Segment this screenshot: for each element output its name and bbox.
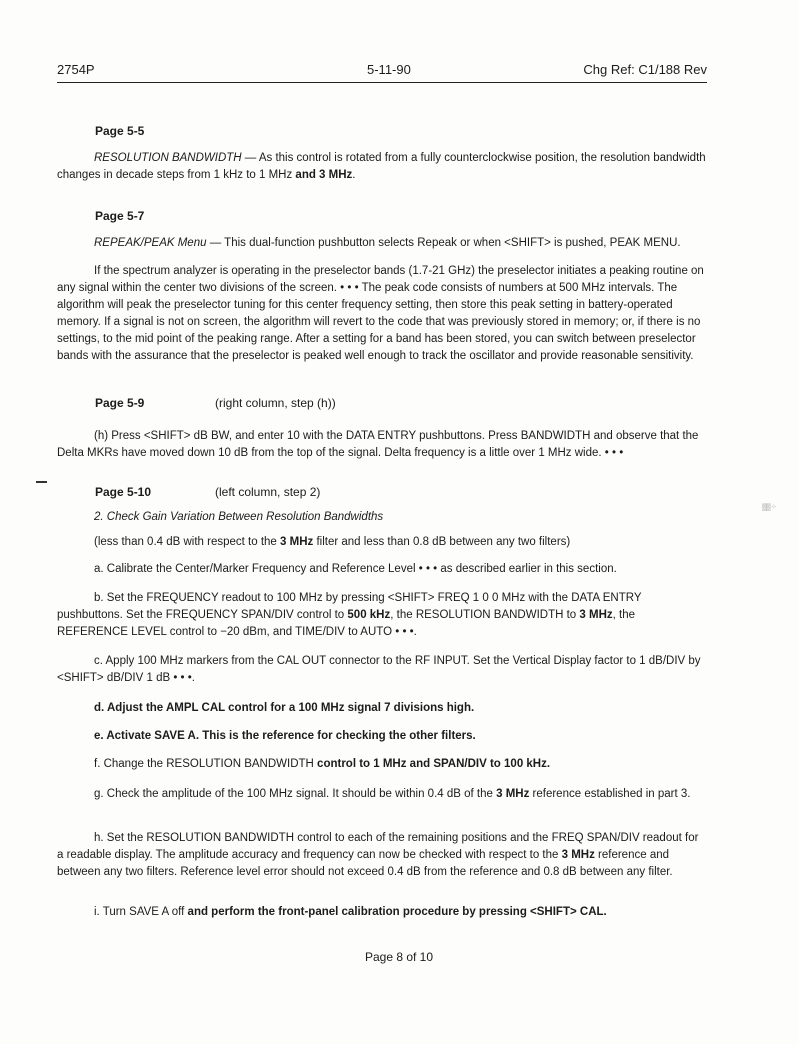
resolution-bandwidth-paragraph [57,150,707,184]
step-i [57,904,707,921]
sub-text: filter and less than 0.8 dB between any two filters) [313,536,571,548]
step-text: b. Set the FREQUENCY readout to 100 MHz by pressing <SHIFT> FREQ 1 0 0 MHz with the DATA ENTRY pushbuttons. Set the FREQUENCY SPAN/DIV control to [57,592,642,621]
step-d: d. Adjust the AMPL CAL control for a 100 MHz signal 7 divisions high. [94,702,475,714]
step-f [57,756,707,773]
bold-text: 3 MHz [496,788,530,800]
page-footer: Page 8 of 10 [364,950,434,964]
step-text: reference established in part 3. [529,788,691,800]
step-a: a. Calibrate the Center/Marker Frequency and Reference Level • • • as described earlier in this section. [94,563,617,575]
term-title: REPEAK/PEAK Menu [94,237,207,249]
bold-text: 3 MHz [579,609,613,621]
margin-mark [36,481,47,483]
paragraph-text: — As this control is rotated from a fully counterclockwise position, the resolution bandwidth changes in decade steps from 1 kHz to 1 MHz [57,152,706,181]
page-ref-5-5: Page 5-5 [95,124,145,138]
step-text: f. Change the RESOLUTION BANDWIDTH [94,758,318,770]
step-text: g. Check the amplitude of the 100 MHz signal. It should be within 0.4 dB of the [94,788,497,800]
step-h [57,830,707,881]
bold-text: 500 kHz [347,609,391,621]
bold-text: and perform the front-panel calibration procedure by pressing <SHIFT> CAL. [187,906,607,918]
document-number: 2754P [57,62,95,77]
repeak-paragraph [57,235,707,252]
page-5-10-note: (left column, step 2) [215,485,321,499]
bold-text: control to 1 MHz and SPAN/DIV to 100 kHz. [317,758,551,770]
step-b [57,590,707,641]
step-2-heading: 2. Check Gain Variation Between Resolution Bandwidths [94,511,384,523]
scan-speck: ▒▒ ⁘ [762,504,776,511]
bold-text: 3 MHz [280,536,314,548]
preselector-paragraph: If the spectrum analyzer is operating in the preselector bands (1.7-21 GHz) the preselector initiates a peaking routine on any signal within the center two divisions of the screen. • • • The peak code consists of numbers at 500 MHz intervals. The algorithm will peak the preselector tuning for this center frequency setting, then store this peak setting in battery-operated memory. If a signal is not on screen, the algorithm will revert to the code that was previously stored in memory; or, if there is no settings, to the mid point of the peaking range. After a setting for a band has been stored, you can switch between preselector bands with the assurance that the preselector is peaked well enough to track the oscillator and provide reasonable sensitivity. [57,265,704,362]
bold-text: 3 MHz [561,849,595,861]
page-5-9-note: (right column, step (h)) [215,396,336,410]
step-text: , the REFERENCE LEVEL control to −20 dBm, and TIME/DIV to AUTO • • •. [57,609,636,638]
paragraph-end: . [352,169,356,181]
page-ref-5-10: Page 5-10 [95,485,152,499]
step-text: reference and between any two filters. Reference level error should not exceed 0.4 dB from the reference and 0.8 dB between any filter. [57,849,673,878]
step-text: h. Set the RESOLUTION BANDWIDTH control to each of the remaining positions and the FREQ SPAN/DIV readout for a readable display. The amplitude accuracy and frequency can now be checked with respect to the [57,832,699,861]
sub-text: (less than 0.4 dB with respect to the [94,536,281,548]
page-ref-5-7: Page 5-7 [95,209,145,223]
term-title: RESOLUTION BANDWIDTH [94,152,242,164]
change-reference: Chg Ref: C1/188 Rev [583,62,707,77]
step-text: i. Turn SAVE A off [94,906,188,918]
step-2-subheading [57,534,707,551]
step-g [57,786,707,803]
page-ref-5-9: Page 5-9 [95,396,145,410]
step-text: , the RESOLUTION BANDWIDTH to [390,609,580,621]
step-e: e. Activate SAVE A. This is the reference for checking the other filters. [94,730,476,742]
step-h-paragraph: (h) Press <SHIFT> dB BW, and enter 10 with the DATA ENTRY pushbuttons. Press BANDWIDTH and observe that the Delta MKRs have moved down 10 dB from the top of the signal. Delta frequency is a little over 1 MHz wide. • • • [57,430,699,459]
step-c: c. Apply 100 MHz markers from the CAL OUT connector to the RF INPUT. Set the Vertical Display factor to 1 dB/DIV by <SHIFT> dB/DIV 1 dB • • •. [57,655,701,684]
paragraph-text: — This dual-function pushbutton selects Repeak or when <SHIFT> is pushed, PEAK MENU. [206,237,681,249]
bold-text: and 3 MHz [295,169,353,181]
page-header [57,62,707,83]
document-date: 5-11-90 [367,62,411,77]
